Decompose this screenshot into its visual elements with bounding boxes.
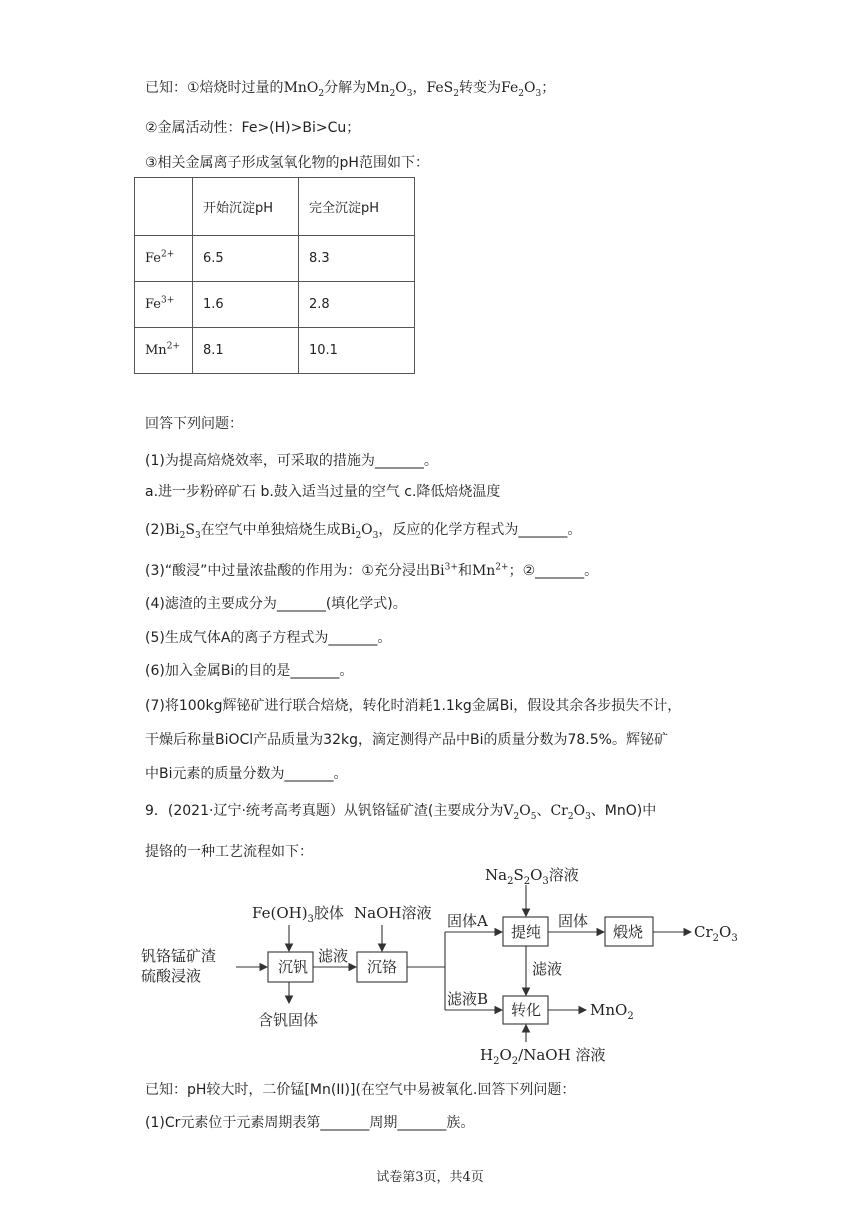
questions-intro: 回答下列问题： [145, 416, 243, 432]
cr2o3-label: $Cr_2O_3$ [694, 923, 738, 944]
table-cell: 2.8 [299, 282, 415, 328]
table-header-cell: 开始沉淀pH [193, 178, 299, 236]
h2o2-label: $H_2O_2$/NaOH 溶液 [480, 1046, 606, 1067]
box-calcine-label: 煅烧 [613, 923, 644, 941]
table-cell-ion: $Fe^{3+}$ [135, 282, 193, 328]
table-cell: 10.1 [299, 328, 415, 374]
table-row [135, 328, 415, 374]
feed-label-2: 硫酸浸液 [141, 967, 202, 985]
known-line-2: ②金属活动性：Fe>(H)>Bi>Cu； [145, 120, 361, 136]
table-cell: 6.5 [193, 236, 299, 282]
table-row [135, 236, 415, 282]
question-5: (5)生成气体A的离子方程式为_______。 [145, 630, 392, 646]
question-1-options: a.进一步粉碎矿石 b.鼓入适当过量的空气 c.降低焙烧温度 [145, 484, 501, 500]
solid-a-label: 固体A [447, 912, 488, 930]
problem-9-line-2: 提铬的一种工艺流程如下： [145, 844, 313, 860]
box-convert-label: 转化 [511, 1001, 542, 1019]
feed-label-1: 钒铬锰矿渣 [141, 947, 217, 965]
page-footer: 试卷第3页，共4页 [376, 1170, 484, 1185]
process-flow-diagram [138, 862, 748, 1072]
known-line-1: 已知：①焙烧时过量的MnO$_2$分解为$Mn_2O_3$，FeS$_2$转变为$Fe_2O_3$； [145, 80, 556, 99]
question-2: $(2)Bi_2S_3$在空气中单独焙烧生成$Bi_2O_3$，反应的化学方程式为_______。 [145, 522, 582, 541]
solid-label: 固体 [558, 912, 589, 930]
filtrate-label: 滤液 [318, 947, 349, 965]
filtrate-2-label: 滤液 [532, 960, 563, 978]
table-cell-ion: $Mn^{2+}$ [135, 328, 193, 374]
box-purify-label: 提纯 [511, 923, 542, 941]
filtrate-b-label: 滤液B [447, 990, 489, 1008]
table-cell: 8.3 [299, 236, 415, 282]
question-1: (1)为提高焙烧效率，可采取的措施为_______。 [145, 453, 438, 469]
box-cr-label: 沉铬 [367, 958, 398, 976]
question-3: (3)“酸浸”中过量浓盐酸的作用为：①充分浸出$Bi^{3+}$和$Mn^{2+}$；②_______。 [145, 562, 599, 579]
na2s2o3-label: $Na_2S_2O_3$溶液 [485, 866, 579, 887]
table-header-cell [135, 178, 193, 236]
table-cell: 8.1 [193, 328, 299, 374]
table-row [135, 282, 415, 328]
question-7-line-3: 中Bi元素的质量分数为_______。 [145, 766, 348, 782]
feoh3-label: $Fe(OH)_3$胶体 [252, 904, 344, 925]
question-6: (6)加入金属Bi的目的是_______。 [145, 663, 354, 679]
v-solid-label: 含钒固体 [258, 1011, 319, 1029]
problem-9-known: 已知：pH较大时，二价锰[Mn(II)](在空气中易被氧化.回答下列问题： [145, 1082, 576, 1098]
table-cell-ion: $Fe^{2+}$ [135, 236, 193, 282]
question-7-line-1: (7)将100kg辉铋矿进行联合焙烧，转化时消耗1.1kg金属Bi，假设其余各步损失不计， [145, 698, 682, 714]
mno2-label: MnO$_2$ [590, 1001, 634, 1022]
ph-table [134, 177, 415, 374]
table-header-row [135, 178, 415, 236]
problem-9-line-1: 9．(2021·辽宁·统考高考真题）从钒铬锰矿渣(主要成分为$V_2O_5$、$Cr_2O_3$、MnO)中 [145, 803, 657, 822]
problem-9-question-1: (1)Cr元素位于元素周期表第_______周期_______族。 [145, 1115, 475, 1131]
box-v-label: 沉钒 [278, 958, 309, 976]
table-cell: 1.6 [193, 282, 299, 328]
question-4: (4)滤渣的主要成分为_______(填化学式)。 [145, 596, 407, 612]
naoh-label: NaOH溶液 [354, 904, 432, 922]
question-7-line-2: 干燥后称量BiOCl产品质量为32kg，滴定测得产品中Bi的质量分数为78.5%。辉铋矿 [145, 732, 668, 748]
table-header-cell: 完全沉淀pH [299, 178, 415, 236]
known-line-3: ③相关金属离子形成氢氧化物的pH范围如下： [145, 155, 429, 171]
